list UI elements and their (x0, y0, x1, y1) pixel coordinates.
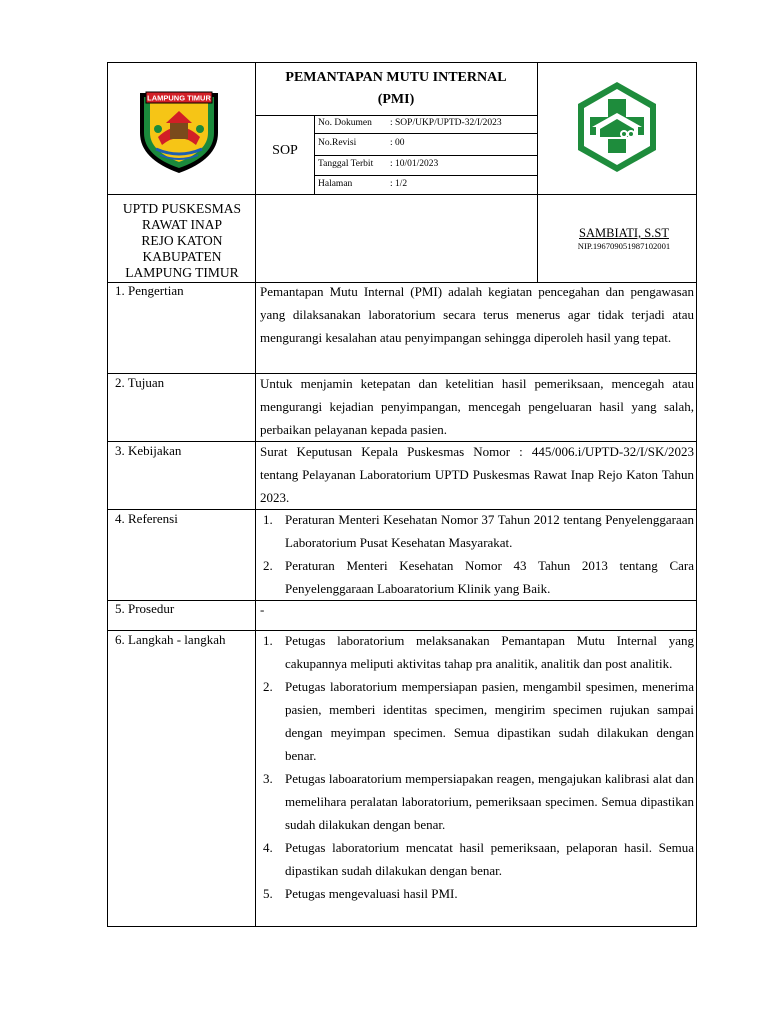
meta-value: : 10/01/2023 (390, 159, 439, 169)
org-line: KABUPATEN (142, 249, 222, 264)
signer-name: SAMBIATI, S.ST (579, 226, 669, 240)
section-label-prosedur: 5. Prosedur (115, 601, 175, 616)
section-label-kebijakan: 3. Kebijakan (115, 443, 182, 458)
meta-value: : 00 (390, 138, 405, 148)
sop-label: SOP (272, 143, 298, 158)
section-text-prosedur: - (260, 602, 265, 617)
document-title (256, 67, 536, 111)
list-item: 3. Petugas laboaratorium mempersiapakan reagen, mengajukan kalibrasi alat dan memelihara peralatan laboratorium, pemeriksaan specimen. Semua dipastikan sudah dilakukan dengan benar. (263, 771, 694, 832)
lampung-timur-logo-icon (136, 87, 222, 175)
section-label-referensi: 4. Referensi (115, 511, 178, 526)
meta-key: No. Dokumen (318, 118, 372, 128)
section-label-tujuan: 2. Tujuan (115, 375, 165, 390)
section-list-langkah (260, 629, 694, 905)
list-item: 5. Petugas mengevaluasi hasil PMI. (263, 886, 458, 901)
meta-key: No.Revisi (318, 138, 357, 148)
org-line: LAMPUNG TIMUR (125, 265, 239, 280)
sop-body-table (107, 282, 697, 927)
list-item: 2. Peraturan Menteri Kesehatan Nomor 43 Tahun 2013 tentang Cara Penyelenggaraan Laboaratorium Klinik yang Baik. (263, 558, 694, 596)
title-line-1: PEMANTAPAN MUTU INTERNAL (285, 70, 507, 85)
org-line: RAWAT INAP (141, 217, 223, 232)
list-item: 2. Petugas laboratorium mempersiapan pasien, mengambil spesimen, menerima pasien, memberi identitas specimen, mengirim specimen rujukan sampai dengan meyimpan specimen. Semua dipastikan sudah dilakukan dengan benar. (263, 679, 694, 763)
section-text-kebijakan: Surat Keputusan Kepala Puskesmas Nomor : 445/006.i/UPTD-32/I/SK/2023 tentang Pelayanan Laboratorium UPTD Puskesmas Rawat Inap Rejo Katon Tahun 2023. (260, 444, 694, 505)
list-item: 1. Peraturan Menteri Kesehatan Nomor 37 Tahun 2012 tentang Penyelenggaraan Laboratorium Pusat Kesehatan Masyarakat. (263, 512, 694, 550)
section-text-pengertian: Pemantapan Mutu Internal (PMI) adalah kegiatan pencegahan dan pengawasan yang dilaksanakan laboratorium secara terus menerus agar tidak terjadi atau mengurangi kesalahan atau penyimpangan sehingga diperoleh hasil yang tepat. (260, 284, 694, 345)
meta-value: : 1/2 (390, 179, 408, 189)
section-label-langkah: 6. Langkah - langkah (115, 632, 226, 647)
organization-name (112, 201, 252, 281)
meta-key: Tanggal Terbit (318, 159, 374, 169)
logo-text: LAMPUNG TIMUR (147, 93, 211, 103)
section-label-pengertian: 1. Pengertian (115, 283, 184, 298)
puskesmas-logo-icon (574, 79, 660, 175)
signer-nip: NIP.196709051987102001 (577, 241, 671, 251)
sop-header (107, 62, 697, 283)
list-item: 1. Petugas laboratorium melaksanakan Pemantapan Mutu Internal yang cakupannya meliputi aktivitas tahap pra analitik, analitik dan post analitik. (263, 633, 694, 671)
section-list-referensi (260, 508, 694, 600)
org-line: UPTD PUSKESMAS (122, 201, 242, 216)
title-line-2: (PMI) (377, 92, 415, 107)
section-text-tujuan: Untuk menjamin ketepatan dan ketelitian hasil pemeriksaan, mencegah atau mengurangi kejadian penyimpangan, mencegah pengeluaran hasil yang salah, perbaikan pelayanan kepada pasien. (260, 376, 694, 437)
list-item: 4. Petugas laboratorium mencatat hasil pemeriksaan, pelaporan hasil. Semua dipastikan sudah dilakukan dengan benar. (263, 840, 694, 878)
meta-value: : SOP/UKP/UPTD-32/I/2023 (390, 118, 502, 128)
org-line: REJO KATON (141, 233, 223, 248)
meta-key: Halaman (318, 179, 353, 189)
